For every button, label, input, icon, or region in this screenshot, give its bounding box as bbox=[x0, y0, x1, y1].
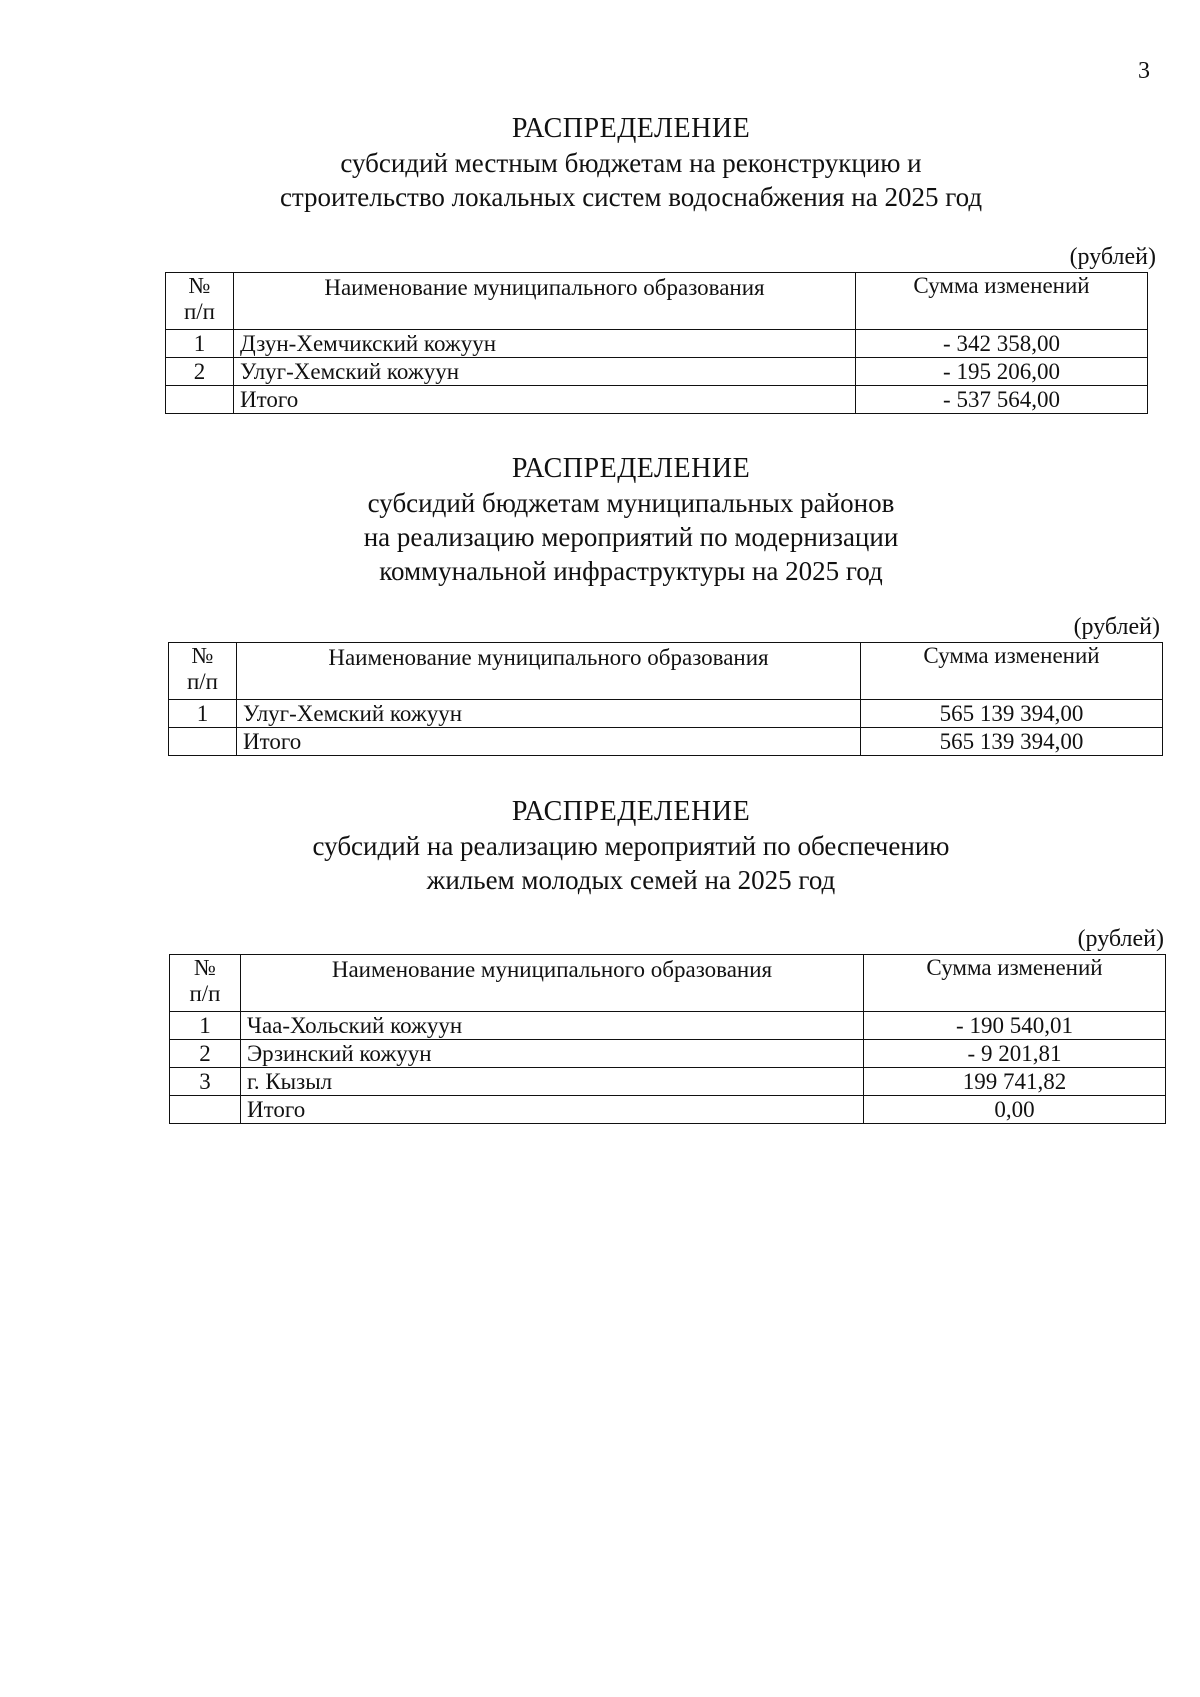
cell-sum: - 9 201,81 bbox=[864, 1040, 1166, 1068]
units-label: (рублей) bbox=[1077, 926, 1164, 952]
section-subtitle-line: жильем молодых семей на 2025 год bbox=[426, 865, 836, 895]
cell-number bbox=[166, 386, 234, 414]
cell-number: 2 bbox=[170, 1040, 241, 1068]
cell-sum: 199 741,82 bbox=[864, 1068, 1166, 1096]
section-title: РАСПРЕДЕЛЕНИЕ bbox=[511, 453, 751, 484]
cell-sum: - 195 206,00 bbox=[856, 358, 1148, 386]
cell-sum: - 537 564,00 bbox=[856, 386, 1148, 414]
table-total-row bbox=[166, 386, 1148, 414]
header-sum: Сумма изменений bbox=[861, 643, 1163, 700]
section-communal-infrastructure bbox=[0, 452, 1200, 588]
cell-number: 1 bbox=[169, 700, 237, 728]
cell-sum: 565 139 394,00 bbox=[861, 728, 1163, 756]
section-subtitle-line: субсидий местным бюджетам на реконструкцию и bbox=[340, 148, 922, 178]
section-heading bbox=[62, 112, 1200, 214]
header-name: Наименование муниципального образования bbox=[237, 643, 861, 700]
cell-number bbox=[169, 728, 237, 756]
cell-sum: - 190 540,01 bbox=[864, 1012, 1166, 1040]
table-total-row bbox=[170, 1096, 1166, 1124]
table-total-row bbox=[169, 728, 1163, 756]
section-heading bbox=[62, 795, 1200, 897]
table-row bbox=[166, 330, 1148, 358]
distribution-table bbox=[169, 954, 1166, 1124]
table-header-row bbox=[170, 955, 1166, 1012]
section-title: РАСПРЕДЕЛЕНИЕ bbox=[511, 796, 751, 827]
cell-name: Итого bbox=[237, 728, 861, 756]
table-row bbox=[169, 700, 1163, 728]
cell-name: Улуг-Хемский кожуун bbox=[237, 700, 861, 728]
header-sum: Сумма изменений bbox=[856, 273, 1148, 330]
cell-number: 1 bbox=[170, 1012, 241, 1040]
distribution-table bbox=[165, 272, 1148, 414]
units-label: (рублей) bbox=[1069, 244, 1156, 270]
cell-name: Дзун-Хемчикский кожуун bbox=[234, 330, 856, 358]
header-sum: Сумма изменений bbox=[864, 955, 1166, 1012]
section-water-supply bbox=[0, 112, 1200, 214]
header-number: № п/п bbox=[170, 955, 241, 1012]
section-subtitle-line: субсидий бюджетам муниципальных районов bbox=[367, 488, 895, 518]
cell-number bbox=[170, 1096, 241, 1124]
section-subtitle-line: на реализацию мероприятий по модернизации bbox=[363, 522, 899, 552]
section-heading bbox=[62, 452, 1200, 588]
table-row bbox=[170, 1068, 1166, 1096]
table-row bbox=[170, 1012, 1166, 1040]
section-title: РАСПРЕДЕЛЕНИЕ bbox=[511, 113, 751, 144]
table-row bbox=[166, 358, 1148, 386]
page-number: 3 bbox=[1138, 58, 1150, 84]
distribution-table bbox=[168, 642, 1163, 756]
header-name: Наименование муниципального образования bbox=[241, 955, 864, 1012]
cell-name: Итого bbox=[241, 1096, 864, 1124]
cell-sum: 0,00 bbox=[864, 1096, 1166, 1124]
units-label: (рублей) bbox=[1073, 614, 1160, 640]
section-subtitle-line: строительство локальных систем водоснабжения на 2025 год bbox=[279, 182, 983, 212]
cell-name: Чаа-Хольский кожуун bbox=[241, 1012, 864, 1040]
header-number: № п/п bbox=[166, 273, 234, 330]
cell-sum: 565 139 394,00 bbox=[861, 700, 1163, 728]
cell-number: 2 bbox=[166, 358, 234, 386]
cell-number: 3 bbox=[170, 1068, 241, 1096]
table-row bbox=[170, 1040, 1166, 1068]
cell-name: Эрзинский кожуун bbox=[241, 1040, 864, 1068]
cell-name: г. Кызыл bbox=[241, 1068, 864, 1096]
header-number: № п/п bbox=[169, 643, 237, 700]
cell-name: Улуг-Хемский кожуун bbox=[234, 358, 856, 386]
cell-sum: - 342 358,00 bbox=[856, 330, 1148, 358]
table-header-row bbox=[166, 273, 1148, 330]
cell-number: 1 bbox=[166, 330, 234, 358]
cell-name: Итого bbox=[234, 386, 856, 414]
table-header-row bbox=[169, 643, 1163, 700]
section-subtitle-line: субсидий на реализацию мероприятий по обеспечению bbox=[312, 831, 950, 861]
section-subtitle-line: коммунальной инфраструктуры на 2025 год bbox=[379, 556, 883, 586]
header-name: Наименование муниципального образования bbox=[234, 273, 856, 330]
section-young-families-housing bbox=[0, 795, 1200, 897]
